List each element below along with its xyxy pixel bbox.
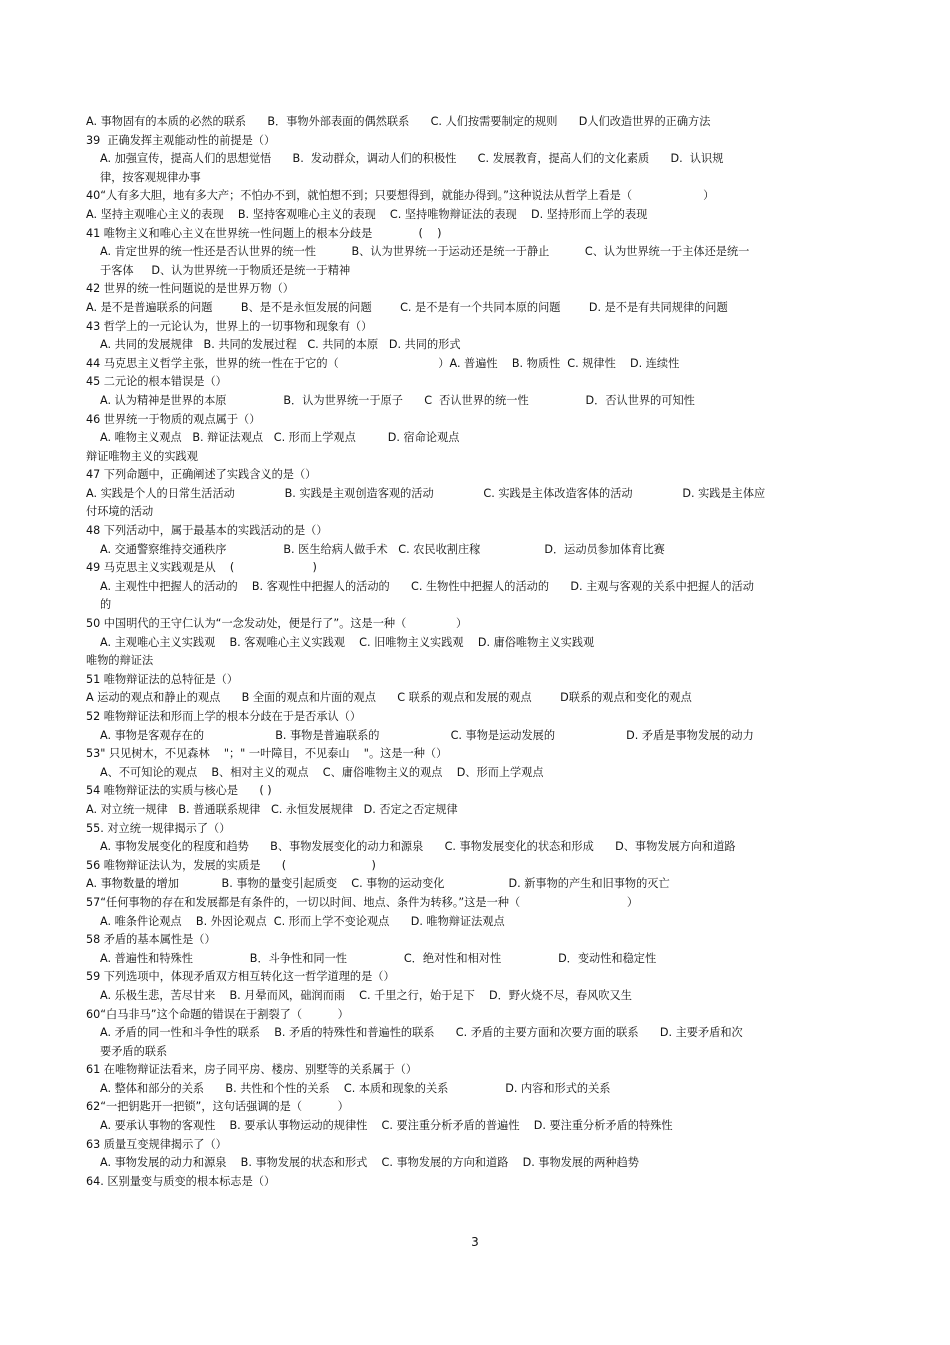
text-line: 58 矛盾的基本属性是（） [86,933,216,947]
text-line: A. 唯条件论观点 B. 外因论观点 C. 形而上学不变论观点 D. 唯物辩证法观点 [100,914,505,928]
text-line: 41 唯物主义和唯心主义在世界统一性问题上的根本分歧是 ( ) [86,226,442,240]
text-line: 53" 只见树木，不见森林 "；" 一叶障目，不见泰山 "。这是一种（） [86,747,448,761]
text-line: 于客体 D、认为世界统一于物质还是统一于精神 [100,263,351,277]
text-line: A. 是不是普遍联系的问题 B、是不是永恒发展的问题 C. 是不是有一个共同本原的问题 D. 是不是有共同规律的问题 [86,300,728,314]
text-line: 60“白马非马”这个命题的错误在于割裂了（ ） [86,1007,349,1021]
text-line: A. 实践是个人的日常生活活动 B. 实践是主观创造客观的活动 C. 实践是主体改造客体的活动 D. 实践是主体应 [86,486,766,500]
text-line: A. 唯物主义观点 B. 辩证法观点 C. 形而上学观点 D. 宿命论观点 [100,431,460,445]
text-line: A. 加强宣传，提高人们的思想觉悟 B. 发动群众，调动人们的积极性 C. 发展教育，提高人们的文化素质 D. 认识规 [100,152,724,166]
text-line: 55. 对立统一规律揭示了（） [86,821,231,835]
text-line: A. 事物发展的动力和源泉 B. 事物发展的状态和形式 C. 事物发展的方向和道路 D. 事物发展的两种趋势 [100,1156,639,1170]
text-line: 44 马克思主义哲学主张，世界的统一性在于它的（ ）A. 普遍性 B. 物质性 C. 规律性 D. 连续性 [86,356,680,370]
text-line: 61 在唯物辩证法看来，房子同平房、楼房、别墅等的关系属于（） [86,1063,418,1077]
document-body [86,113,866,1191]
text-line: 52 唯物辩证法和形而上学的根本分歧在于是否承认（） [86,710,362,723]
text-line: 43 哲学上的一元论认为，世界上的一切事物和现象有（） [86,319,373,333]
text-line: 59 下列选项中，体现矛盾双方相互转化这一哲学道理的是（） [86,970,395,984]
text-line: 62“一把钥匙开一把锁”，这句话强调的是（ ） [86,1100,349,1114]
text-line: 49 马克思主义实践观是从 ( ) [86,561,317,575]
text-line: A. 事物数量的增加 B. 事物的量变引起质变 C. 事物的运动变化 D. 新事物的产生和旧事物的灭亡 [86,877,670,891]
text-line: 40“人有多大胆，地有多大产；不怕办不到，就怕想不到；只要想得到，就能办得到。”这种说法从哲学上看是（ ） [86,189,715,203]
text-line: 51 唯物辩证法的总特征是（） [86,672,239,686]
text-line: A. 肯定世界的统一性还是否认世界的统一性 B、认为世界统一于运动还是统一于静止 C、认为世界统一于主体还是统一 [100,245,750,259]
text-line: A. 对立统一规律 B. 普通联系规律 C. 永恒发展规律 D. 否定之否定规律 [86,802,458,816]
text-line: A. 共同的发展规律 B. 共同的发展过程 C. 共同的本原 D. 共同的形式 [100,338,461,352]
text-line: A. 事物是客观存在的 B. 事物是普遍联系的 C. 事物是运动发展的 D. 矛盾是事物发展的动力 [100,728,754,742]
text-line: A. 矛盾的同一性和斗争性的联系 B. 矛盾的特殊性和普遍性的联系 C. 矛盾的主要方面和次要方面的联系 D. 主要矛盾和次 [100,1026,743,1040]
text-line: 要矛盾的联系 [100,1044,168,1058]
text-line: 57“任何事物的存在和发展都是有条件的，一切以时间、地点、条件为转移。”这是一种（ ） [86,895,639,909]
text-line: 50 中国明代的王守仁认为“一念发动处，便是行了”。这是一种（ ） [86,617,468,631]
text-line: A. 乐极生悲，苦尽甘来 B. 月晕而风，础润而雨 C. 千里之行，始于足下 D．野火烧不尽，春风吹又生 [100,988,632,1002]
text-line: 46 世界统一于物质的观点属于（） [86,412,261,426]
text-line: 47 下列命题中，正确阐述了实践含义的是（） [86,468,317,482]
text-line: 付环境的活动 [86,505,154,519]
text-line: 56 唯物辩证法认为，发展的实质是 ( ) [86,858,376,872]
text-line: A. 主观性中把握人的活动的 B. 客观性中把握人的活动的 C. 生物性中把握人的活动的 D. 主观与客观的关系中把握人的活动 [100,579,754,593]
text-line: 的 [100,598,112,612]
text-line: 63 质量互变规律揭示了（） [86,1137,227,1151]
text-line: A. 整体和部分的关系 B. 共性和个性的关系 C. 本质和现象的关系 D. 内容和形式的关系 [100,1081,611,1095]
text-line: A. 认为精神是世界的本原 B．认为世界统一于原子 C 否认世界的统一性 D．否认世界的可知性 [100,393,695,407]
text-line: 唯物的辩证法 [86,654,154,668]
text-line: 48 下列活动中，属于最基本的实践活动的是（） [86,524,328,538]
text-line: 39 正确发挥主观能动性的前提是（） [86,133,276,147]
text-line: 45 二元论的根本错误是（） [86,375,227,389]
text-line: A、不可知论的观点 B、相对主义的观点 C、庸俗唯物主义的观点 D、形而上学观点 [100,765,544,779]
text-line: A. 要承认事物的客观性 B. 要承认事物运动的规律性 C. 要注重分析矛盾的普遍性 D. 要注重分析矛盾的特殊性 [100,1119,673,1133]
text-line: 辩证唯物主义的实践观 [86,449,198,463]
text-line: 64. 区别量变与质变的根本标志是（） [86,1174,276,1188]
text-line: A. 主观唯心主义实践观 B. 客观唯心主义实践观 C. 旧唯物主义实践观 D. 庸俗唯物主义实践观 [100,635,595,649]
page-number: 3 [471,1235,479,1249]
text-line: A. 普遍性和特殊性 B．斗争性和同一性 C．绝对性和相对性 D．变动性和稳定性 [100,951,657,965]
text-line: 42 世界的统一性问题说的是世界万物（） [86,282,294,296]
text-line: 律，按客观规律办事 [100,170,201,184]
text-line: A 运动的观点和静止的观点 B 全面的观点和片面的观点 C 联系的观点和发展的观点 D联系的观点和变化的观点 [86,691,692,705]
text-line: A. 坚持主观唯心主义的表现 B. 坚持客观唯心主义的表现 C. 坚持唯物辩证法的表现 D. 坚持形而上学的表现 [86,207,648,221]
text-line: A. 事物发展变化的程度和趋势 B、事物发展变化的动力和源泉 C. 事物发展变化的状态和形成 D、事物发展方向和道路 [100,840,736,854]
text-line: A. 交通警察维持交通秩序 B. 医生给病人做手术 C. 农民收割庄稼 D．运动员参加体育比赛 [100,542,665,556]
text-line: 54 唯物辩证法的实质与核心是 ( ) [86,784,272,798]
text-line: A. 事物固有的本质的必然的联系 B．事物外部表面的偶然联系 C. 人们按需要制定的规则 D人们改造世界的正确方法 [86,115,711,128]
